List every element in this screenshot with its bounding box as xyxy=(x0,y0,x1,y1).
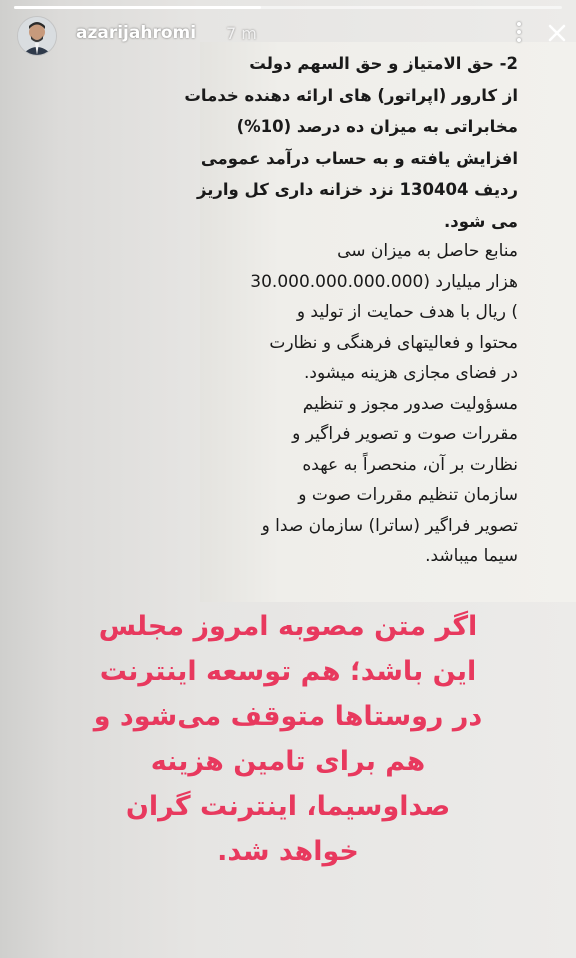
document-line: سازمان تنظیم مقررات صوت و xyxy=(298,485,518,505)
story-time-ago: 7 m xyxy=(226,24,257,43)
overlay-caption-line: صداوسیما، اینترنت گران xyxy=(125,791,451,822)
document-line: افزایش یافته و به حساب درآمد عمومی xyxy=(200,148,518,168)
document-line: 2- حق الامتیاز و حق السهم دولت xyxy=(249,54,518,73)
document-line: می شود. xyxy=(444,211,518,231)
overlay-caption-line: خواهد شد. xyxy=(217,836,359,867)
close-icon[interactable] xyxy=(546,22,568,44)
document-line: ردیف 130404 نزد خزانه داری کل واریز xyxy=(196,180,518,199)
document-line: محتوا و فعالیتهای فرهنگی و نظارت xyxy=(269,332,518,353)
document-line: مخابراتی به میزان ده درصد (10%) xyxy=(236,117,518,136)
document-line: ) ریال با هدف حمایت از تولید و xyxy=(296,302,518,322)
document-line: مسؤولیت صدور مجوز و تنظیم xyxy=(302,393,518,414)
overlay-caption-line: این باشد؛ هم توسعه اینترنت xyxy=(99,656,477,687)
overlay-caption-line: هم برای تامین هزینه xyxy=(150,746,426,777)
story-progress-bar xyxy=(14,6,562,9)
avatar[interactable] xyxy=(17,16,57,56)
document-paragraph-1 xyxy=(28,48,518,237)
overlay-caption-line: در روستاها متوقف می‌شود و xyxy=(93,701,483,732)
document-line: مقررات صوت و تصویر فراگیر و xyxy=(292,424,518,444)
story-username[interactable]: azarijahromi xyxy=(76,23,197,43)
avatar-image xyxy=(18,17,56,55)
document-line: هزار میلیارد (30.000.000.000.000 xyxy=(250,271,518,292)
document-paragraph-2 xyxy=(28,236,518,572)
overlay-caption-line: اگر متن مصوبه امروز مجلس xyxy=(98,611,478,642)
document-line: از کارور (اپراتور) های ارائه دهنده خدمات xyxy=(184,85,518,105)
document-line: تصویر فراگیر (ساترا) سازمان صدا و xyxy=(261,515,518,536)
more-options-icon[interactable] xyxy=(516,22,522,46)
document-line: در فضای مجازی هزینه میشود. xyxy=(303,363,518,383)
document-line: سیما میباشد. xyxy=(425,546,518,566)
story-header xyxy=(14,14,562,54)
document-line: نظارت بر آن، منحصراً به عهده xyxy=(302,454,518,475)
story-progress-fill xyxy=(14,6,261,9)
document-line: منابع حاصل به میزان سی xyxy=(337,241,518,261)
story-overlay-caption xyxy=(0,604,576,874)
